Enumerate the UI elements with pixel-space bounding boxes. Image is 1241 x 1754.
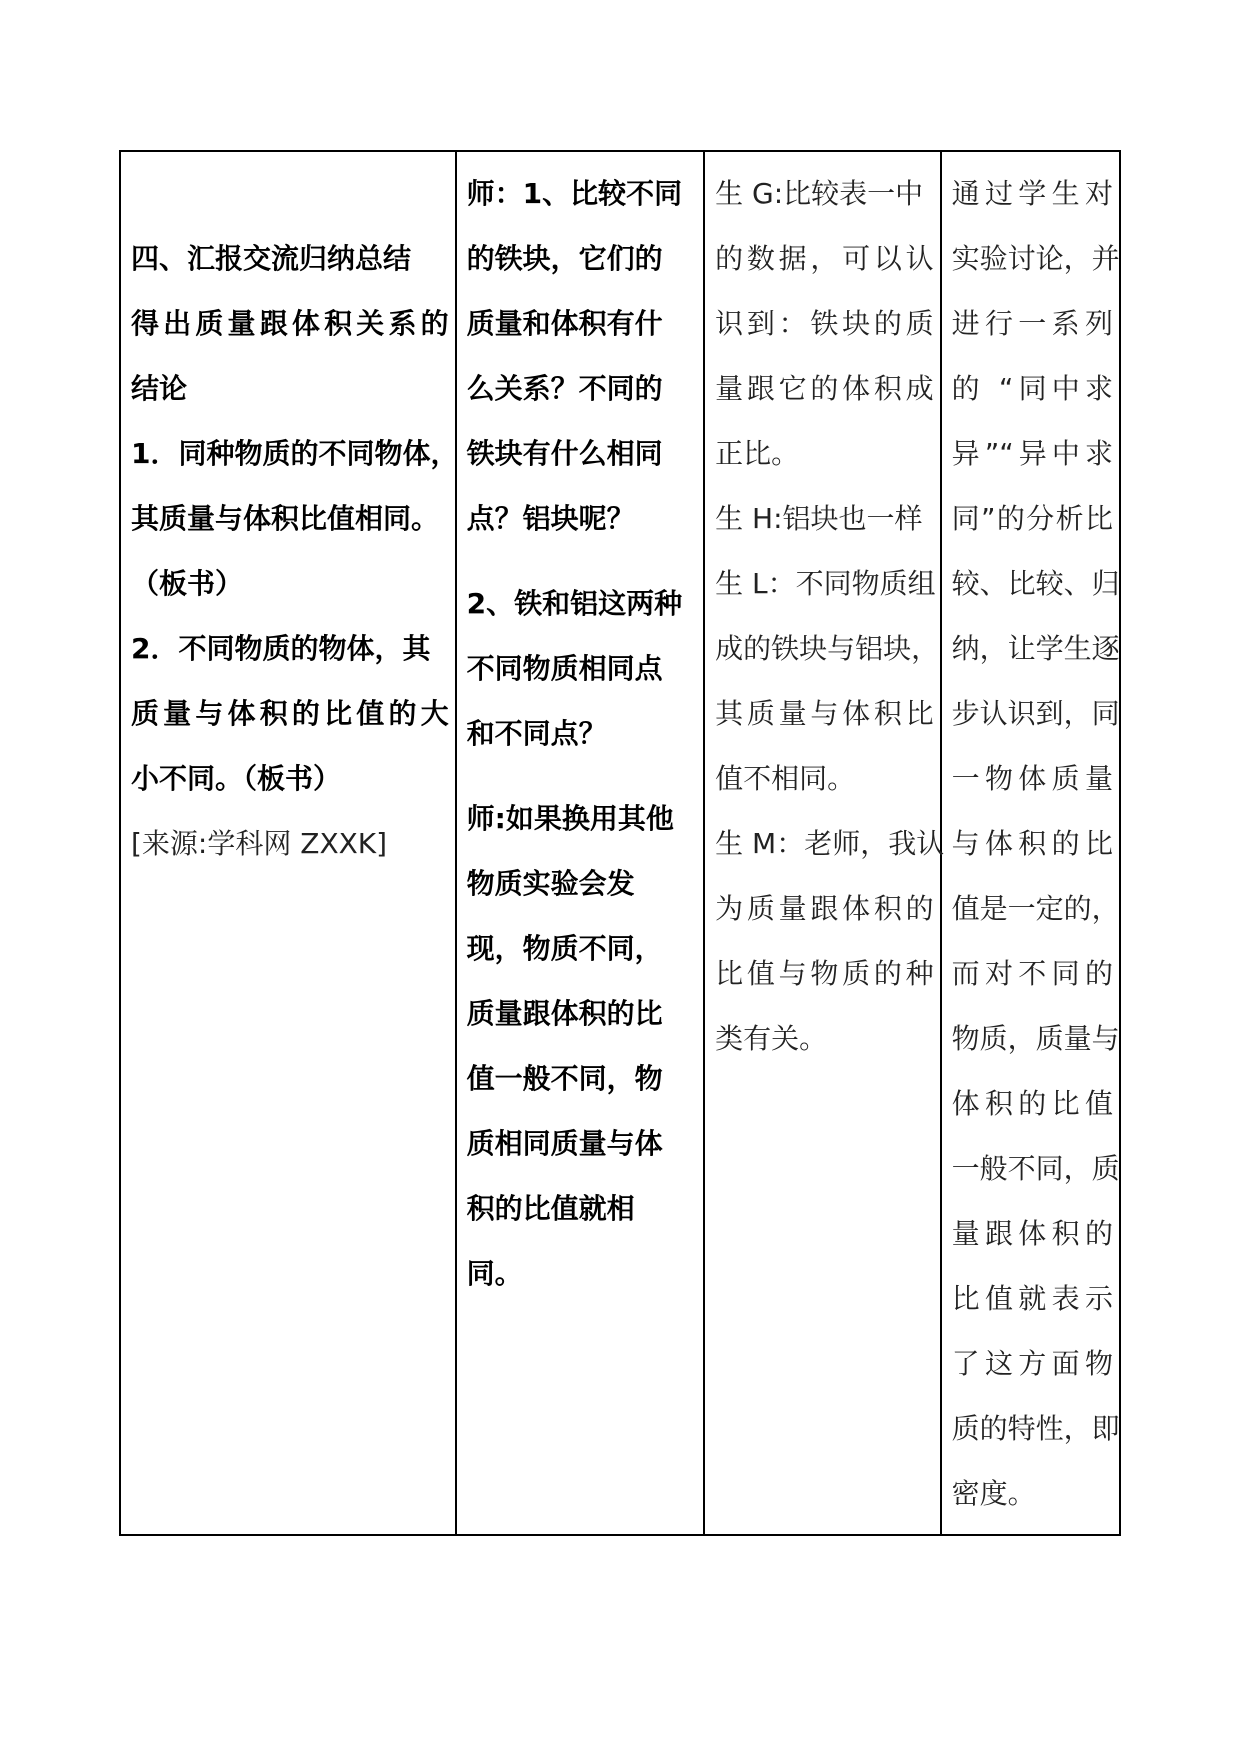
text-line: 的 “同中求 bbox=[951, 372, 1113, 405]
text-line: 异”“异中求 bbox=[951, 437, 1113, 470]
text-line: 师:如果换用其他 bbox=[466, 802, 674, 835]
cell-activity bbox=[120, 151, 459, 1535]
text-line: 成的铁块与铝块， bbox=[715, 632, 940, 665]
text-line: 1．同种物质的不同物体， bbox=[131, 437, 459, 470]
spacer bbox=[467, 551, 697, 571]
text-line bbox=[131, 161, 449, 226]
text-line: 质的特性，即 bbox=[951, 1412, 1120, 1445]
cell-student bbox=[704, 151, 945, 1535]
source-note: [来源:学科网 ZXXK] bbox=[131, 827, 388, 860]
text-line: 量跟体积的 bbox=[951, 1217, 1113, 1250]
text-line: 实验讨论，并 bbox=[951, 242, 1120, 275]
text-line: 正比。 bbox=[715, 437, 800, 470]
text-line: 较、比较、归 bbox=[951, 567, 1120, 600]
text-line: 而对不同的 bbox=[951, 957, 1113, 990]
text-line: 师：1、比较不同 bbox=[466, 177, 683, 210]
text-line: 其质量与体积比值相同。 bbox=[131, 502, 440, 535]
text-line: 结论 bbox=[131, 372, 188, 405]
text-line: 为质量跟体积的 bbox=[715, 892, 934, 925]
text-line: 积的比值就相 bbox=[466, 1192, 635, 1225]
text-line: 么关系？不同的 bbox=[466, 372, 663, 405]
text-line: 一般不同，质 bbox=[951, 1152, 1120, 1185]
text-line: 质量与体积的比值的大 bbox=[131, 697, 449, 730]
cell-teacher bbox=[456, 151, 704, 1535]
text-line: 不同物质相同点 bbox=[466, 652, 663, 685]
text-line: 质量和体积有什 bbox=[466, 307, 663, 340]
text-line: 通过学生对 bbox=[951, 177, 1113, 210]
text-line: 点？铝块呢？ bbox=[466, 502, 635, 535]
text-line: 生 M：老师，我认 bbox=[715, 827, 945, 860]
text-line: 值是一定的， bbox=[951, 892, 1120, 925]
text-line: 了这方面物 bbox=[951, 1347, 1113, 1380]
lesson-table bbox=[119, 150, 1121, 1536]
text-line: 生 L：不同物质组 bbox=[715, 567, 936, 600]
text-line: 和不同点？ bbox=[466, 717, 607, 750]
text-line: 生 G:比较表一中 bbox=[715, 177, 924, 210]
text-line: 的铁块，它们的 bbox=[466, 242, 663, 275]
text-line: 其质量与体积比 bbox=[715, 697, 934, 730]
text-line: 物质，质量与 bbox=[951, 1022, 1120, 1055]
text-line: 量跟它的体积成 bbox=[715, 372, 934, 405]
section-heading: 四、汇报交流归纳总结 bbox=[131, 242, 412, 275]
text-line: 识到：铁块的质 bbox=[715, 307, 934, 340]
text-line: 铁块有什么相同 bbox=[466, 437, 663, 470]
text-line: 比值就表示 bbox=[951, 1282, 1113, 1315]
text-line: 进行一系列 bbox=[951, 307, 1113, 340]
text-line: 值不相同。 bbox=[715, 762, 856, 795]
text-line: 值一般不同，物 bbox=[466, 1062, 663, 1095]
text-line: 步认识到，同 bbox=[951, 697, 1120, 730]
spacer bbox=[467, 766, 697, 786]
text-line: 同”的分析比 bbox=[951, 502, 1113, 535]
text-line: 生 H:铝块也一样 bbox=[715, 502, 923, 535]
text-line: 小不同。（板书） bbox=[131, 762, 342, 795]
text-line: 类有关。 bbox=[715, 1022, 828, 1055]
text-line: 比值与物质的种 bbox=[715, 957, 934, 990]
text-line: 现，物质不同， bbox=[466, 932, 663, 965]
text-line: 质相同质量与体 bbox=[466, 1127, 663, 1160]
cell-design-intent bbox=[941, 151, 1120, 1535]
text-line: 体积的比值 bbox=[951, 1087, 1113, 1120]
text-line: 2．不同物质的物体，其 bbox=[131, 632, 431, 665]
text-line: 同。 bbox=[466, 1257, 523, 1290]
text-line: 质量跟体积的比 bbox=[466, 997, 663, 1030]
text-line: 密度。 bbox=[951, 1477, 1036, 1510]
text-line: 得出质量跟体积关系的 bbox=[131, 307, 449, 340]
table-row bbox=[120, 151, 1120, 1535]
text-line: （板书） bbox=[131, 567, 244, 600]
text-line: 2、铁和铝这两种 bbox=[466, 587, 683, 620]
text-line: 纳，让学生逐 bbox=[951, 632, 1120, 665]
text-line: 物质实验会发 bbox=[466, 867, 635, 900]
text-line: 与体积的比 bbox=[951, 827, 1113, 860]
text-line: 一物体质量 bbox=[951, 762, 1113, 795]
text-line: 的数据，可以认 bbox=[715, 242, 934, 275]
